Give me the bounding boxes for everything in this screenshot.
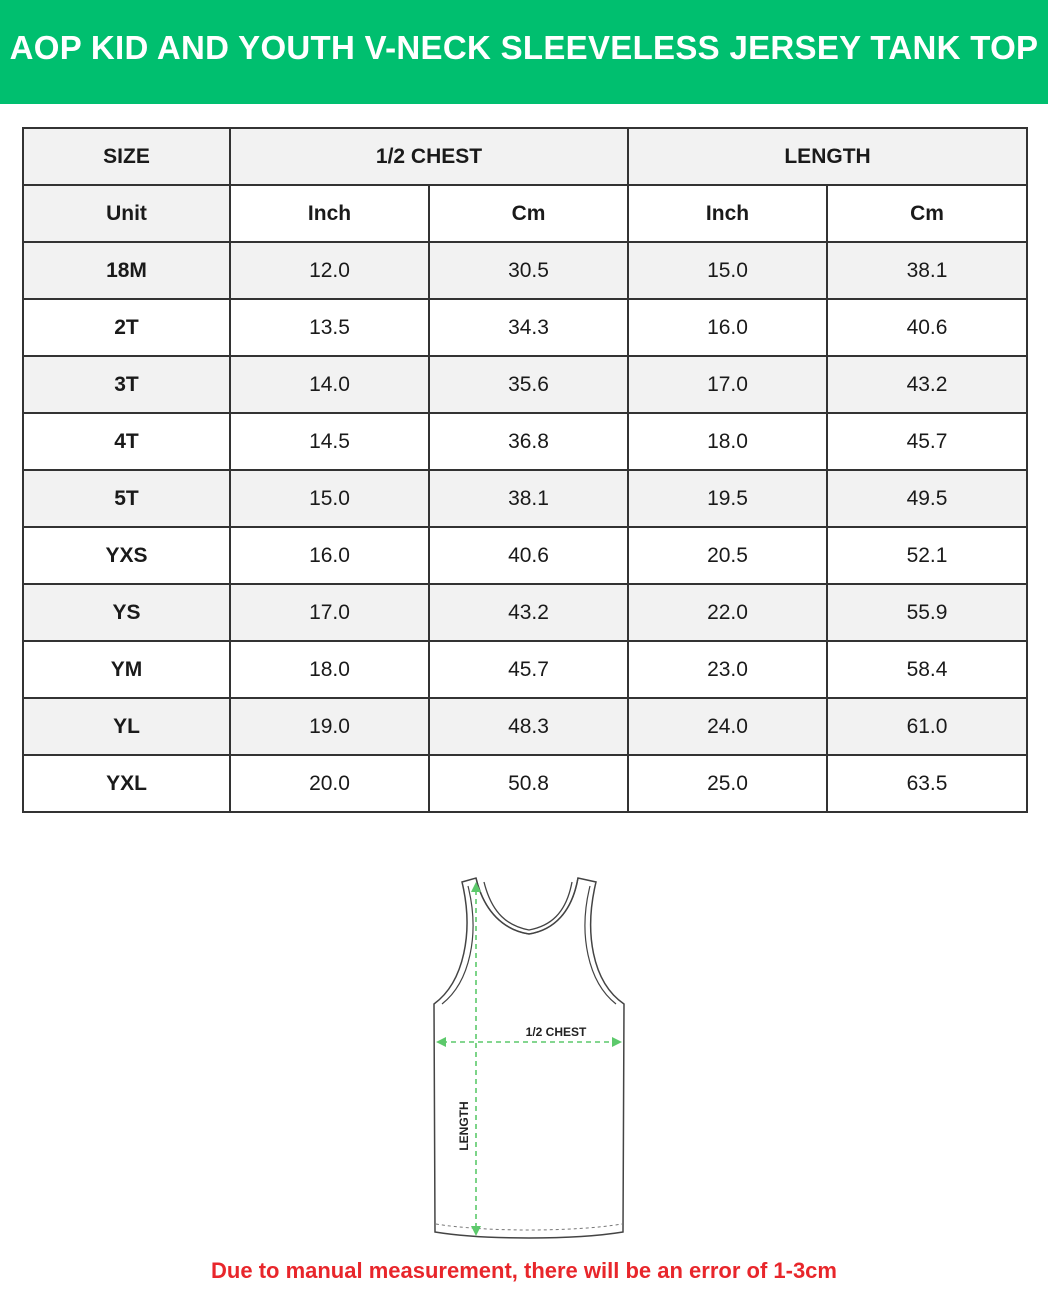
length-inch-cell: 16.0 <box>628 299 827 356</box>
chest-inch-cell: 15.0 <box>230 470 429 527</box>
chest-inch-cell: 12.0 <box>230 242 429 299</box>
chest-inch-cell: 18.0 <box>230 641 429 698</box>
table-row <box>23 584 1027 641</box>
chest-inch-cell: 19.0 <box>230 698 429 755</box>
chest-cm-cell: 48.3 <box>429 698 628 755</box>
table-row <box>23 413 1027 470</box>
table-unit-row <box>23 185 1027 242</box>
chest-cm-cell: 36.8 <box>429 413 628 470</box>
length-cm-cell: 43.2 <box>827 356 1027 413</box>
length-label: LENGTH <box>457 1101 471 1151</box>
tank-top-diagram <box>424 872 634 1242</box>
table-row <box>23 641 1027 698</box>
length-cm-cell: 40.6 <box>827 299 1027 356</box>
length-cm-cell: 45.7 <box>827 413 1027 470</box>
chest-cm-cell: 30.5 <box>429 242 628 299</box>
size-cell: YM <box>23 641 230 698</box>
chest-inch-cell: 16.0 <box>230 527 429 584</box>
table-row <box>23 356 1027 413</box>
unit-chest-cm: Cm <box>429 185 628 242</box>
unit-length-cm: Cm <box>827 185 1027 242</box>
table-row <box>23 527 1027 584</box>
length-cm-cell: 52.1 <box>827 527 1027 584</box>
length-inch-cell: 24.0 <box>628 698 827 755</box>
length-inch-cell: 17.0 <box>628 356 827 413</box>
size-cell: YL <box>23 698 230 755</box>
chest-cm-cell: 35.6 <box>429 356 628 413</box>
unit-label: Unit <box>23 185 230 242</box>
header-size: SIZE <box>23 128 230 185</box>
chest-cm-cell: 43.2 <box>429 584 628 641</box>
length-inch-cell: 25.0 <box>628 755 827 812</box>
chest-cm-cell: 50.8 <box>429 755 628 812</box>
page-title: AOP KID AND YOUTH V-NECK SLEEVELESS JERSEY TANK TOP <box>9 29 1039 66</box>
length-cm-cell: 63.5 <box>827 755 1027 812</box>
chest-inch-cell: 14.0 <box>230 356 429 413</box>
size-cell: YXL <box>23 755 230 812</box>
length-inch-cell: 18.0 <box>628 413 827 470</box>
table-header-row <box>23 128 1027 185</box>
table-row <box>23 299 1027 356</box>
size-cell: YS <box>23 584 230 641</box>
chest-inch-cell: 13.5 <box>230 299 429 356</box>
measurement-note: Due to manual measurement, there will be an error of 1-3cm <box>211 1258 837 1283</box>
length-inch-cell: 23.0 <box>628 641 827 698</box>
length-cm-cell: 55.9 <box>827 584 1027 641</box>
size-cell: 3T <box>23 356 230 413</box>
length-cm-cell: 58.4 <box>827 641 1027 698</box>
chest-inch-cell: 14.5 <box>230 413 429 470</box>
chest-cm-cell: 45.7 <box>429 641 628 698</box>
chest-inch-cell: 20.0 <box>230 755 429 812</box>
unit-length-inch: Inch <box>628 185 827 242</box>
header-chest: 1/2 CHEST <box>230 128 628 185</box>
size-cell: 2T <box>23 299 230 356</box>
chest-cm-cell: 34.3 <box>429 299 628 356</box>
table-row <box>23 755 1027 812</box>
size-cell: 18M <box>23 242 230 299</box>
length-inch-cell: 22.0 <box>628 584 827 641</box>
unit-chest-inch: Inch <box>230 185 429 242</box>
title-banner <box>0 0 1048 104</box>
chest-inch-cell: 17.0 <box>230 584 429 641</box>
length-cm-cell: 38.1 <box>827 242 1027 299</box>
table-row <box>23 242 1027 299</box>
length-inch-cell: 19.5 <box>628 470 827 527</box>
size-cell: 5T <box>23 470 230 527</box>
chest-cm-cell: 40.6 <box>429 527 628 584</box>
size-chart-table <box>22 127 1028 813</box>
header-length: LENGTH <box>628 128 1027 185</box>
table-row <box>23 470 1027 527</box>
table-row <box>23 698 1027 755</box>
length-inch-cell: 20.5 <box>628 527 827 584</box>
size-cell: 4T <box>23 413 230 470</box>
chest-label: 1/2 CHEST <box>525 1025 587 1039</box>
length-cm-cell: 61.0 <box>827 698 1027 755</box>
length-cm-cell: 49.5 <box>827 470 1027 527</box>
chest-cm-cell: 38.1 <box>429 470 628 527</box>
length-inch-cell: 15.0 <box>628 242 827 299</box>
size-cell: YXS <box>23 527 230 584</box>
tank-top-outline <box>434 878 624 1238</box>
